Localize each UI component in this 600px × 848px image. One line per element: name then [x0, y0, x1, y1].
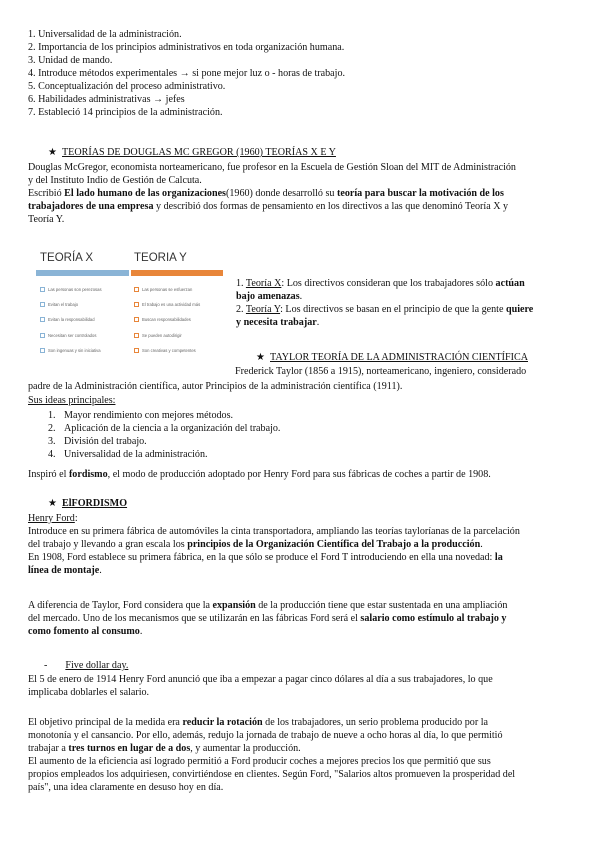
mcgregor-intro	[28, 161, 578, 226]
theory-y-text: 2. Teoría Y: Los directivos se basan en el principio de que la gente quiere	[236, 304, 534, 315]
intro-list	[28, 28, 578, 119]
list-item: 3. Unidad de mando.	[28, 55, 113, 66]
list-item: 7. Estableció 14 principios de la administración.	[28, 107, 223, 118]
five-dollar-paragraph: El 5 de enero de 1914 Henry Ford anunció que iba a empezar a pagar cinco dólares al día a sus trabajadores, lo que implicaba doblarles el salario.	[28, 674, 493, 698]
theory-y-title: TEORIA Y	[134, 252, 187, 264]
taylor-ideas-list	[28, 409, 280, 461]
list-item: 2. Importancia de los principios administrativos en toda organización humana.	[28, 42, 345, 53]
list-item: 6. Habilidades administrativas → jefes	[28, 94, 185, 105]
taylor-heading: ★ TAYLOR TEORÍA DE LA ADMINISTRACIÓN CIENTÍFICA	[256, 352, 528, 363]
paragraph-line: Frederick Taylor (1856 a 1915), norteamericano, ingeniero, considerado	[235, 366, 527, 377]
subheading: Henry Ford:	[28, 513, 78, 524]
list-item: 2. Aplicación de la ciencia a la organización del trabajo.	[48, 423, 281, 434]
star-icon: ★	[48, 147, 57, 158]
fordismo-section: Henry Ford: Introduce en su primera fábrica de automóviles la cinta transportadora, ampliando las teorías tayloríanas de la parcelación del trabajo y llevando a gran escala los principios de la Organización Científica del Trabajo a la producción. En 1908, Ford establece su primera fábrica, en la que sólo se produce el Ford T introduciendo en ella una novedad: la línea de montaje.	[28, 512, 578, 577]
list-item: 4. Universalidad de la administración.	[48, 449, 208, 460]
paragraph: Teoría Y.	[28, 214, 65, 225]
paragraph-line: y del Instituto Indio de Gestión de Calcuta.	[28, 175, 202, 186]
theory-x-bar	[36, 270, 129, 276]
fordismo-paragraph: A diferencia de Taylor, Ford considera que la expansión de la producción tiene que estar sustentada en una ampliación del mercado. Uno de los mecanismos que se utilizarán en las fábricas Ford será el salario como estímulo al trabajo y como fomento al consumo.	[28, 600, 508, 637]
paragraph-line: Douglas McGregor, economista norteamericano, fue profesor en la Escuela de Gestión Sloan del MIT de Administración	[28, 162, 516, 173]
list-item: 5. Conceptualización del proceso administrativo.	[28, 81, 226, 92]
list-item: 1. Mayor rendimiento con mejores métodos.	[48, 410, 234, 421]
theory-xy-figure: TEORÍA X TEORIA Y Las personas son perezosas Evitan el trabajo Evitan la responsabilidad Necesitan ser controlados Son ingenuas y sin iniciativa Las personas se esfuerzan El trabajo es una actividad más Buscan responsabilidades Se pueden autodirigir Son creativas y competentes	[36, 252, 223, 360]
list-item: 1. Universalidad de la administración.	[28, 29, 182, 40]
star-icon: ★	[48, 498, 57, 509]
theory-xy-text: 1. Teoría X: Los directivos consideran que los trabajadores sólo actúan bajo amenazas. 2. Teoría Y: Los directivos se basan en el principio de que la gente quiere y necesita trabajar.	[236, 277, 578, 329]
paragraph-line: padre de la Administración científica, autor Principios de la administración científica (1911).	[28, 381, 403, 392]
rotation-paragraph: El objetivo principal de la medida era reducir la rotación de los trabajadores, un serio problema producido por la monotonía y el cansancio. Por ello, además, redujo la jornada de trabajo de nueve a ocho horas al día, lo que permitió trabajar a tres turnos en lugar de a dos, y aumentar la producción. El aumento de la eficiencia así logrado permitió a Ford producir coches a mejores precios los que permitió que sus propios empleados los adquiriesen, convirtiéndose en clientes. Según Ford, "Salarios altos promueven la prosperidad del país", una idea claramente en desuso hoy en día.	[28, 717, 516, 793]
fordismo-heading: ★ ElFORDISMO	[48, 498, 128, 509]
ideas-label: Sus ideas principales:	[28, 395, 116, 406]
paragraph: Escribió El lado humano de las organizaciones(1960) donde desarrolló su teoría para buscar la motivación de los	[28, 188, 504, 199]
mcgregor-heading: ★ TEORÍAS DE DOUGLAS MC GREGOR (1960) TEORÍAS X E Y	[48, 147, 336, 158]
list-item: 3. División del trabajo.	[48, 436, 147, 447]
list-item: 4. Introduce métodos experimentales → si pone mejor luz o - horas de trabajo.	[28, 68, 346, 79]
paragraph: Inspiró el fordismo, el modo de producción adoptado por Henry Ford para sus fábricas de coches a partir de 1908.	[28, 469, 491, 480]
five-dollar-heading: - Five dollar day.	[44, 660, 129, 671]
theory-x-title: TEORÍA X	[40, 252, 94, 264]
star-icon: ★	[256, 352, 265, 363]
theory-x-text: 1. Teoría X: Los directivos consideran que los trabajadores sólo actúan	[236, 278, 525, 289]
paragraph: trabajadores de una empresa y describió dos formas de pensamiento en los directivos a las que denominó Teoría X y	[28, 201, 509, 212]
theory-y-bar	[131, 270, 223, 276]
